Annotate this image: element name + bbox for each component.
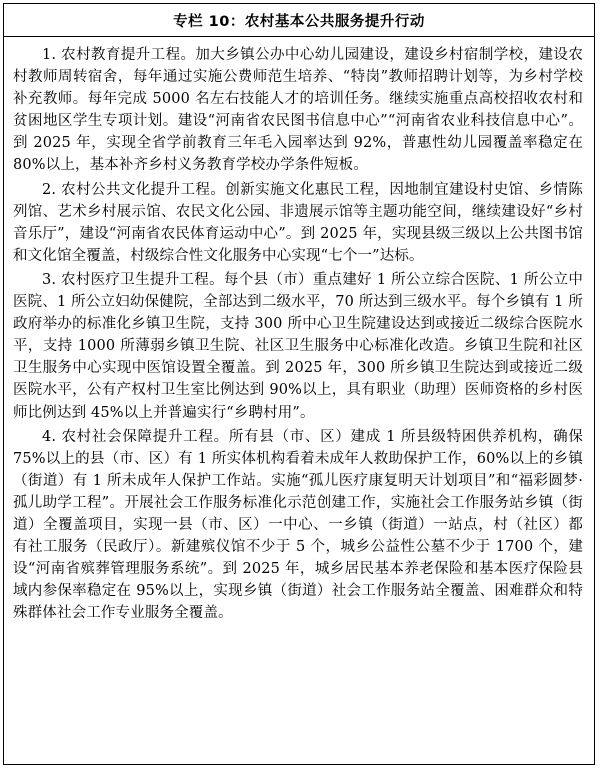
paragraph-medical: 3. 农村医疗卫生提升工程。每个县（市）重点建好 1 所公立综合医院、1 所公立中医院、1 所公立妇幼保健院，全部达到二级水平，70 所达到三级水平。每个乡镇有 1 所政府举办的标准化乡镇卫生院，支持 300 所中心卫生院建设达到或接近二级综合医院水平，支持 1000 所薄弱乡镇卫生院、社区卫生服务中心标准化改造。乡镇卫生院和社区卫生服务中心实现中医馆设置全覆盖。到 2025 年，300 所乡镇卫生院达到或接近二级医院水平，公有产权村卫生室比例达到 90%以上，具有职业（助理）医师资格的乡村医师比例达到 45%以上并普遍实行“乡聘村用”。 <box>13 271 583 421</box>
paragraph-education: 1. 农村教育提升工程。加大乡镇公办中心幼儿园建设，建设乡村宿制学校，建设农村教师周转宿舍，每年通过实施公费师范生培养、“特岗”教师招聘计划等，为乡村学校补充教师。每年完成 5000 名左右技能人才的培训任务。继续实施重点高校招收农村和贫困地区学生专项计划。建设“河南省农民图书信息中心”“河南省农业科技信息中心”。到 2025 年，实现全省学前教育三年毛入园率达到 92%，普惠性幼儿园覆盖率稳定在 80%以上，基本补齐乡村义务教育学校办学条件短板。 <box>13 47 583 174</box>
column-title: 专栏 10：农村基本公共服务提升行动 <box>173 13 425 30</box>
column-header <box>4 4 594 37</box>
paragraph-culture: 2. 农村公共文化提升工程。创新实施文化惠民工程，因地制宜建设村史馆、乡情陈列馆、艺术乡村展示馆、农民文化公园、非遗展示馆等主题功能空间，继续建设好“乡村音乐厅”，建设“河南省农民体育运动中心”。到 2025 年，实现县级三级以上公共图书馆和文化馆全覆盖，村级综合性文化服务中心实现“七个一”达标。 <box>13 181 583 264</box>
paragraph-social-security: 4. 农村社会保障提升工程。所有县（市、区）建成 1 所县级特困供养机构，确保 75%以上的县（市、区）有 1 所实体机构看着未成年人救助保护工作，60%以上的乡镇（街道）有 1 所未成年人保护工作站。实施“孤儿医疗康复明天计划项目”和“福彩圆梦·孤儿助学工程”。开展社会工作服务标准化示范创建工作，实施社会工作服务站乡镇（街道）全覆盖项目，实现一县（市、区）一中心、一乡镇（街道）一站点，村（社区）都有社工服务（民政厅）。新建殡仪馆不少于 5 个，城乡公益性公墓不少于 1700 个，建设“河南省殡葬管理服务系统”。到 2025 年，城乡居民基本养老保险和基本医疗保险县域内参保率稳定在 95%以上，实现乡镇（街道）社会工作服务站全覆盖、困难群众和特殊群体社会工作专业服务全覆盖。 <box>13 428 583 622</box>
column-body <box>4 37 594 624</box>
column-box <box>3 3 595 765</box>
